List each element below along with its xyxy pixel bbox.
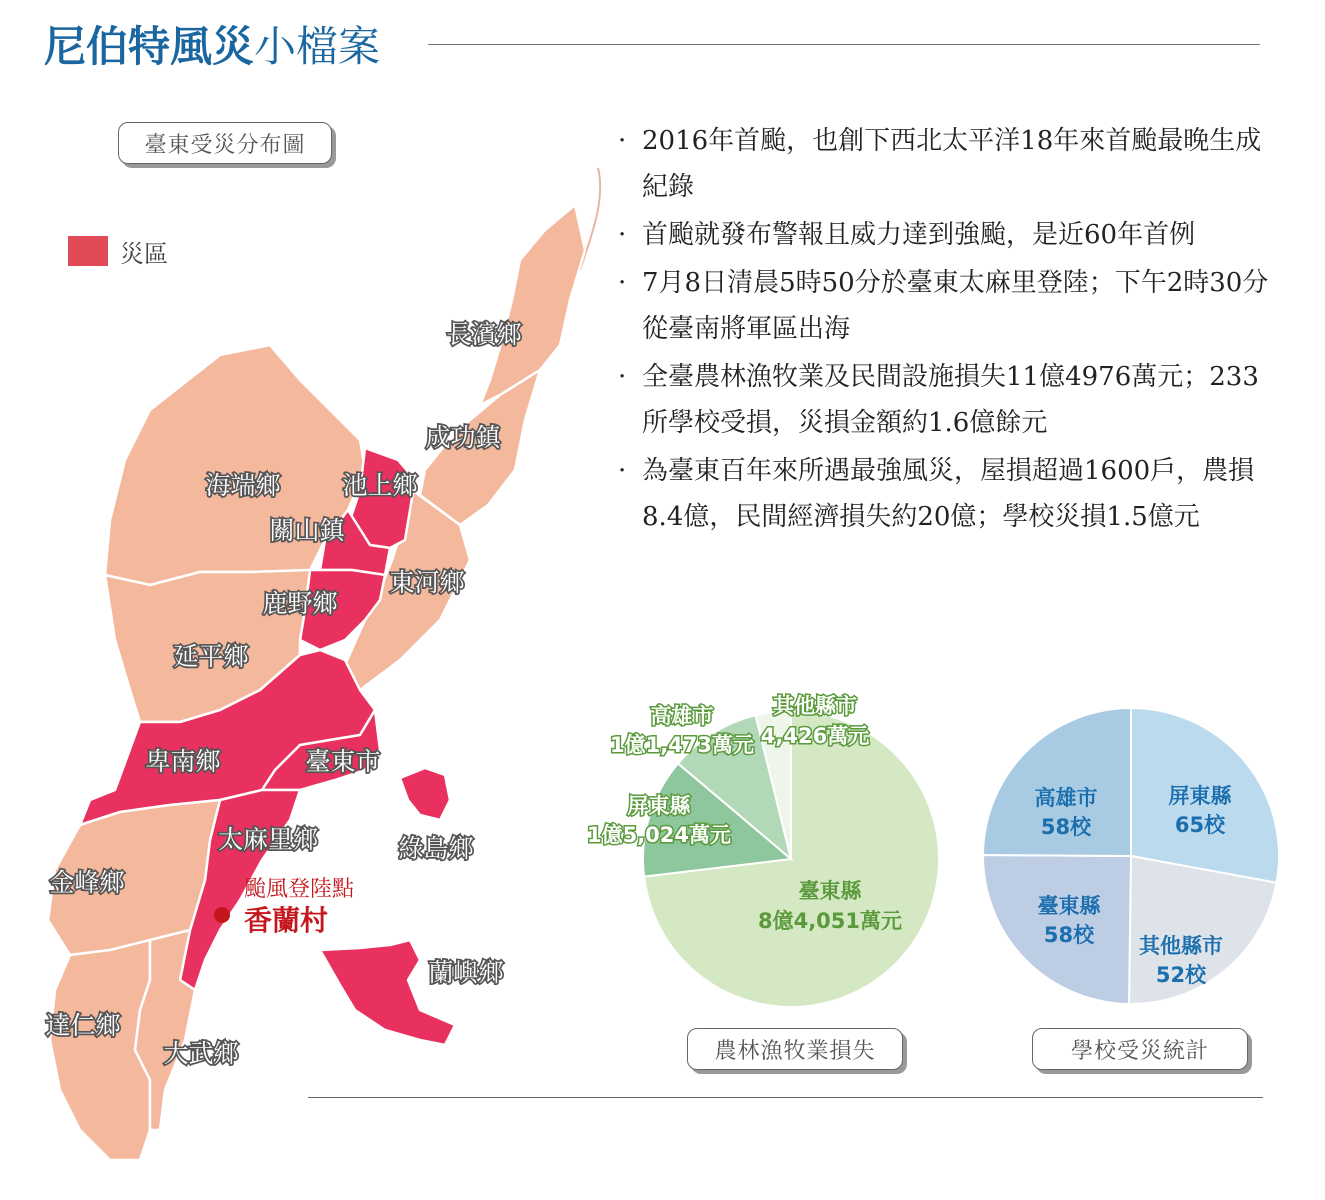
fact-item: · 全臺農林漁牧業及民間設施損失11億4976萬元；233所學校受損，災損金額約1.6億餘元 [618, 362, 1259, 438]
label-daren: 達仁鄉 [45, 1011, 121, 1040]
pie1-label-value-1: 1億5,024萬元 [586, 823, 732, 847]
label-chenggong: 成功鎮 [425, 423, 501, 452]
pie2-label-name-1: 其他縣市 [1139, 934, 1223, 958]
title-light: 小檔案 [254, 22, 381, 71]
pie1-label-name-2: 高雄市 [650, 704, 714, 728]
label-dawu: 大武鄉 [163, 1039, 239, 1068]
pie2-label-value-1: 52校 [1155, 963, 1207, 987]
label-ludao: 綠島鄉 [398, 834, 474, 863]
label-taitung-city: 臺東市 [305, 747, 381, 776]
label-changbin: 長濱鄉 [446, 320, 522, 349]
pie1-label-value-2: 1億1,473萬元 [609, 733, 755, 757]
label-donghe: 東河鄉 [389, 568, 465, 597]
legend-label: 災區 [120, 240, 168, 268]
pie1-label-name-1: 屏東縣 [627, 794, 691, 818]
pie1-label-value-0: 8億4,051萬元 [757, 909, 903, 933]
label-guanshan: 關山鎮 [269, 516, 345, 545]
label-chishang: 池上鄉 [342, 471, 418, 500]
pie2-label-value-3: 58校 [1040, 815, 1092, 839]
title-bold: 尼伯特風災 [44, 22, 255, 71]
label-luye: 鹿野鄉 [262, 589, 338, 618]
pie1-label-value-3: 4,426萬元 [760, 724, 870, 748]
label-beinan: 卑南鄉 [145, 747, 221, 776]
map-tag: 臺東受災分布圖 [118, 122, 332, 164]
label-lanyu: 蘭嶼鄉 [428, 958, 504, 987]
pie2-label-value-2: 58校 [1043, 923, 1095, 947]
fact-item: · 首颱就發布警報且威力達到強颱，是近60年首例 [618, 220, 1196, 250]
fact-item: · 2016年首颱，也創下西北太平洋18年來首颱最晚生成紀錄 [618, 126, 1262, 202]
pie1-label-name-0: 臺東縣 [798, 879, 862, 903]
fact-item: · 7月8日清晨5時50分於臺東太麻里登陸；下午2時30分從臺南將軍區出海 [618, 268, 1269, 344]
school-chart-tag: 學校受災統計 [1032, 1028, 1248, 1070]
pie2-label-name-3: 高雄市 [1034, 786, 1098, 810]
pie2-label-value-0: 65校 [1174, 813, 1226, 837]
label-taimali: 太麻里鄉 [217, 825, 319, 854]
label-jinfeng: 金峰鄉 [49, 868, 125, 897]
bottom-rule [308, 1097, 1263, 1098]
pie1-label-name-3: 其他縣市 [773, 694, 857, 718]
landfall-label: 颱風登陸點 [244, 877, 355, 902]
agriculture-chart-tag: 農林漁牧業損失 [687, 1028, 903, 1070]
label-yanping: 延平鄉 [173, 642, 249, 671]
landfall-place: 香蘭村 [244, 904, 329, 937]
pie2-label-name-2: 臺東縣 [1037, 894, 1101, 918]
fact-item: · 為臺東百年來所遇最強風災，屋損超過1600戶，農損8.4億，民間經濟損失約20億；學校災損1.5億元 [618, 456, 1255, 532]
pie2-label-name-0: 屏東縣 [1168, 784, 1232, 808]
label-haiduan: 海端鄉 [205, 471, 281, 500]
